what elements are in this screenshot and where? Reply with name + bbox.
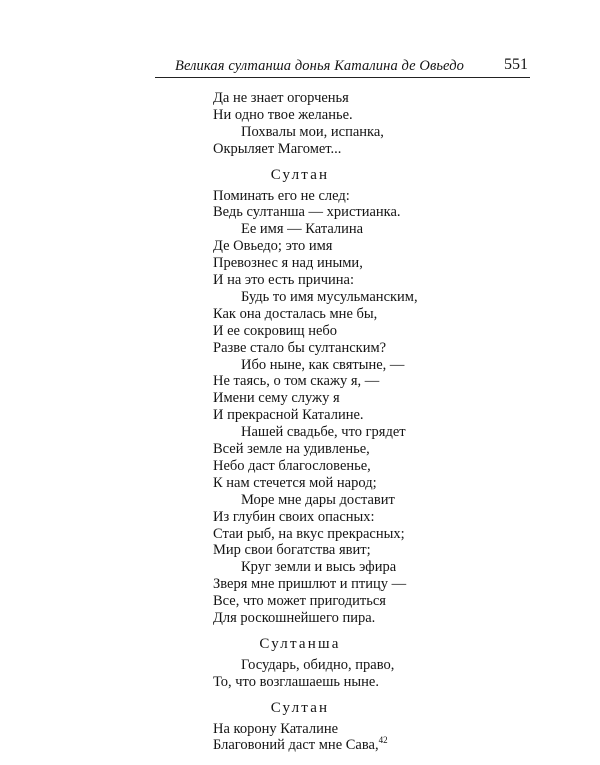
verse-line: Похвалы мои, испанка, [241,123,384,140]
verse-line: Всей земле на удивленье, [213,441,370,457]
page-number: 551 [504,56,528,73]
verse-line: Благовоний даст мне Сава,$^{42}$ [213,735,388,754]
speaker-name: Султанша [259,635,341,652]
verse-line: На корону Каталине [213,720,339,737]
verse-line: К нам стечется мой народ; [213,474,377,491]
verse-line: Море мне дары доставит [241,491,395,508]
verse-line: Нашей свадьбе, что грядет [241,424,406,441]
verse-line: Де Овьедо; это имя [213,238,333,255]
verse-line: Имени сему служу я [213,390,340,407]
verse-line: Ее имя — Каталина [241,221,364,238]
verse-line: Государь, обидно, право, [241,656,395,673]
verse-line: Из глубин своих опасных: [213,508,375,525]
verse-line: Круг земли и высь эфира [241,559,397,576]
verse-line: Да не знает огорченья [213,90,349,106]
verse-line: Окрыляет Магомет... [213,140,342,157]
footnote-marker: 42 [378,735,388,746]
verse-line: Небо даст благословенье, [213,457,371,474]
verse-line: И ее сокровищ небо [213,322,338,339]
verse-line: И на это есть причина: [213,272,355,288]
verse-line: Не таясь, о том скажу я, — [213,373,380,390]
verse-line: Превознес я над иными, [213,255,363,272]
speaker-name: Султан [270,699,330,716]
speaker-name: Султан [270,166,330,183]
verse-line: Ни одно твое желанье. [213,106,353,123]
verse-line: Разве стало бы султанским? [213,339,387,356]
verse-line: Зверя мне пришлют и птицу — [213,576,407,593]
verse-line: То, что возглашаешь ныне. [213,673,379,690]
verse-line: Для роскошнейшего пира. [213,610,376,626]
verse-line: Мир свои богатства явит; [213,542,371,559]
verse-line: Все, что может пригодиться [213,593,386,610]
running-head-title: Великая султанша донья Каталина де Овьедо [175,58,465,74]
verse-line: Ибо ныне, как святыне, — [241,356,405,373]
running-head [155,55,530,78]
verse-line: Поминать его не след: [213,187,350,204]
verse-line: Как она досталась мне бы, [213,305,378,322]
verse-line: Будь то имя мусульманским, [241,288,418,305]
verse-line: Ведь султанша — христианка. [213,204,401,221]
verse-line: Стаи рыб, на вкус прекрасных; [213,525,405,542]
verse-line: И прекрасной Каталине. [213,407,364,424]
